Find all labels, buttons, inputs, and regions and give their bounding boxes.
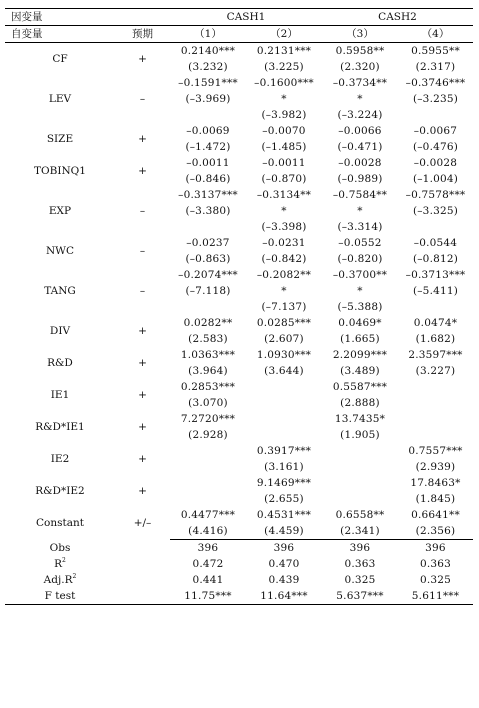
coef-cell: –0.3713*** [405,269,466,281]
coef-cell: –0.0028 [338,157,382,169]
coef-cell: (–1.485) [261,141,307,153]
coef-cell: –0.3134** [256,189,312,201]
coef-cell: (–0.863) [185,253,231,265]
stat-name [5,556,115,572]
coef-cell: 2.3597*** [408,349,463,361]
stat-row [5,588,473,605]
variable-name: CF [52,53,68,65]
coef-cell [398,411,473,427]
table-row [5,235,473,251]
coef-cell [322,443,398,459]
stat-blank [115,572,170,588]
coef-cell: (–5.388) [337,301,383,313]
coef-cell [246,379,322,395]
table-row [5,267,473,283]
coef-cell: (–3.398) [261,221,307,233]
coef-cell: (–0.476) [412,141,459,153]
coef-cell: (3.964) [188,365,228,377]
coef-cell: 0.7557*** [408,445,463,457]
coef-cell: –0.0069 [186,125,230,137]
table-row [5,155,473,171]
group-header-cash1: CASH1 [170,9,322,26]
coef-cell [398,107,473,123]
expected-sign: – [139,93,146,105]
coef-cell: 0.2131*** [256,45,312,57]
coef-cell: –0.1600*** [254,77,314,89]
coef-cell: (3.161) [264,461,304,473]
coef-cell: 0.6641** [411,509,460,521]
indep-var-label: 自变量 [5,26,115,43]
coef-cell: –0.2082** [256,269,312,281]
coef-cell: (–0.870) [261,173,307,185]
coef-cell: 0.5958** [335,45,385,57]
coef-cell: –0.0544 [413,237,458,249]
coef-cell: –0.2074*** [178,269,238,281]
coef-cell: (3.232) [188,61,228,73]
coef-cell [322,491,398,507]
coef-cell: (–3.235) [412,93,459,105]
regression-table [5,8,473,605]
stat-row [5,540,473,557]
stat-name [5,588,115,605]
header-row-groups [5,9,473,26]
coef-cell: (–3.325) [412,205,459,217]
stat-value: 5.637*** [322,588,398,605]
coef-cell [246,427,322,443]
variable-name: R&D [47,357,73,369]
coef-cell: –0.0066 [338,125,382,137]
coef-cell: (–7.137) [261,301,307,313]
coef-cell [398,219,473,235]
group-header-cash2: CASH2 [322,9,473,26]
stat-value: 0.470 [268,558,300,570]
coef-cell: –0.0231 [262,237,306,249]
stat-value: 0.325 [419,574,452,586]
coef-cell: –0.0552 [338,237,382,249]
coef-cell [246,395,322,411]
variable-name: SIZE [46,133,74,145]
stat-blank [115,588,170,605]
expected-sign: + [138,453,147,465]
col-header-1: （1） [170,26,246,43]
coef-cell: 0.0285*** [256,317,312,329]
coef-cell: 2.2099*** [332,349,388,361]
coef-cell: (2.320) [340,61,380,73]
coef-cell: –0.0070 [262,125,306,137]
coef-cell: (2.583) [188,333,228,345]
stat-value: 5.611*** [398,588,473,605]
coef-cell [398,379,473,395]
stat-value: 11.64*** [246,588,322,605]
coef-cell: (2.341) [322,523,398,540]
stat-value: 0.363 [419,558,452,570]
stat-label: Adj.R [43,574,73,586]
coef-cell: 0.0469* [338,317,382,329]
coef-cell [398,395,473,411]
coef-cell [322,459,398,475]
stat-row [5,572,473,588]
coef-cell: –0.3746*** [405,77,466,89]
coef-cell: * [357,285,363,297]
expected-sign: +/– [133,517,152,530]
stat-superscript: 2 [62,557,66,564]
table-row [5,411,473,427]
dep-var-label: 因变量 [5,9,115,26]
coef-cell: (–1.472) [185,141,231,153]
coef-cell: 0.5955** [411,45,460,57]
stat-blank [115,540,170,557]
coef-cell [170,459,246,475]
expected-sign: + [138,485,147,497]
coef-cell: –0.0011 [186,157,230,169]
expected-sign: + [138,165,147,177]
coef-cell: (–0.471) [337,141,383,153]
stat-name [5,540,115,557]
coef-cell: 0.2853*** [180,381,236,393]
coef-cell: –0.0237 [186,237,230,249]
coef-cell: 7.2720*** [180,413,236,425]
coef-cell: 0.0282** [183,317,233,329]
coef-cell: (1.845) [415,493,456,505]
variable-name: NWC [45,245,74,257]
regression-table-body [5,9,473,605]
coef-cell: (4.459) [246,523,322,540]
coef-cell: 0.6558** [335,509,385,521]
table-row [5,379,473,395]
coef-cell: 0.4531*** [256,509,312,521]
coef-cell: (4.416) [170,523,246,540]
stat-value: 396 [425,542,446,554]
table-row [5,347,473,363]
coef-cell: (–1.004) [412,173,459,185]
coef-cell: –0.3700** [332,269,388,281]
expect-label: 预期 [115,26,170,43]
coef-cell: * [281,285,287,297]
table-row [5,43,473,60]
stat-label: F test [44,590,76,602]
coef-cell: 0.0474* [413,317,458,329]
coef-cell: * [281,205,287,217]
coef-cell: (2.356) [398,523,473,540]
coef-cell: (3.227) [415,365,456,377]
expected-sign: + [138,389,147,401]
coef-cell [170,443,246,459]
coef-cell: 1.0930*** [256,349,312,361]
coef-cell: –0.7578*** [405,189,466,201]
stat-value: 396 [349,542,371,554]
coef-cell: (–0.820) [337,253,383,265]
coef-cell: (–0.842) [261,253,307,265]
variable-name: Constant [36,517,84,530]
coef-cell: 0.4477*** [180,509,236,521]
variable-name: R&D*IE1 [35,421,85,433]
coef-cell: –0.0011 [262,157,306,169]
coef-cell: (2.888) [340,397,380,409]
coef-cell: 1.0363*** [180,349,236,361]
coef-cell: –0.0067 [413,125,458,137]
stat-value: 396 [197,542,219,554]
coef-cell: (–3.314) [337,221,383,233]
coef-cell: (3.225) [264,61,304,73]
variable-name: IE2 [50,453,70,465]
col-header-3: （3） [322,26,398,43]
col-header-2: （2） [246,26,322,43]
coef-cell: (1.682) [415,333,456,345]
stat-label: R [54,558,63,570]
coef-cell: * [357,93,363,105]
table-row [5,75,473,91]
stat-row [5,556,473,572]
coef-cell: 17.8463* [410,477,461,489]
stat-blank [115,556,170,572]
coef-cell: (3.644) [264,365,304,377]
expected-sign: + [138,357,147,369]
coef-cell: * [281,93,287,105]
table-row [5,443,473,459]
coef-cell [170,219,246,235]
header-row-columns [5,26,473,43]
variable-name: R&D*IE2 [35,485,85,497]
table-row [5,315,473,331]
variable-name: LEV [48,93,72,105]
coef-cell: –0.1591*** [178,77,238,89]
table-row [5,123,473,139]
coef-cell: (3.070) [188,397,228,409]
table-row [5,507,473,523]
stat-value: 0.439 [268,574,300,586]
expected-sign: – [139,285,146,297]
variable-name: EXP [48,205,72,217]
coef-cell: –0.3734** [332,77,388,89]
stat-value: 0.325 [344,574,376,586]
coef-cell [398,299,473,315]
coef-cell: 13.7435* [334,413,386,425]
coef-cell: * [357,205,363,217]
stat-label: Obs [49,541,71,554]
coef-cell: 0.3917*** [256,445,312,457]
expected-sign: + [138,53,147,65]
expected-sign: + [138,133,147,145]
coef-cell [398,427,473,443]
stat-name [5,572,115,588]
coef-cell [322,475,398,491]
stat-superscript: 2 [72,573,77,580]
variable-name: IE1 [50,389,70,401]
expected-sign: – [139,245,146,257]
coef-cell: (–3.380) [185,205,231,217]
stat-value: 0.472 [192,558,224,570]
expected-sign: – [139,205,146,217]
variable-name: DIV [49,325,71,337]
expected-sign: + [138,421,147,433]
variable-name: TANG [44,285,76,297]
table-row [5,475,473,491]
stat-value: 11.75*** [170,588,246,605]
coef-cell: (–3.224) [337,109,383,121]
table-row [5,187,473,203]
coef-cell: (–7.118) [185,285,231,297]
coef-cell: (–3.982) [261,109,307,121]
coef-cell: 0.2140*** [180,45,236,57]
coef-cell: (–0.846) [185,173,231,185]
coef-cell: (–5.411) [412,285,459,297]
stat-value: 0.363 [344,558,376,570]
coef-cell: (2.607) [264,333,304,345]
header-blank [115,9,170,26]
coef-cell: (–0.989) [337,173,383,185]
coef-cell: (2.939) [415,461,456,473]
coef-cell: (3.489) [340,365,380,377]
coef-cell: –0.0028 [413,157,458,169]
coef-cell: 9.1469*** [256,477,312,489]
variable-name: TOBINQ1 [34,165,86,177]
coef-cell: –0.3137*** [178,189,238,201]
coef-cell [170,299,246,315]
coef-cell: –0.7584** [332,189,388,201]
col-header-4: （4） [398,26,473,43]
coef-cell: (–3.969) [185,93,231,105]
coef-cell [170,475,246,491]
expected-sign: + [138,325,147,337]
coef-cell: 0.5587*** [332,381,388,393]
coef-cell: (1.905) [340,429,380,441]
coef-cell [170,107,246,123]
coef-cell: (2.317) [415,61,456,73]
coef-cell [170,491,246,507]
coef-cell: (2.928) [188,429,228,441]
coef-cell: (2.655) [264,493,304,505]
stat-value: 0.441 [192,574,224,586]
coef-cell: (–0.812) [412,253,459,265]
coef-cell [246,411,322,427]
coef-cell: (1.665) [340,333,380,345]
stat-value: 396 [273,542,295,554]
